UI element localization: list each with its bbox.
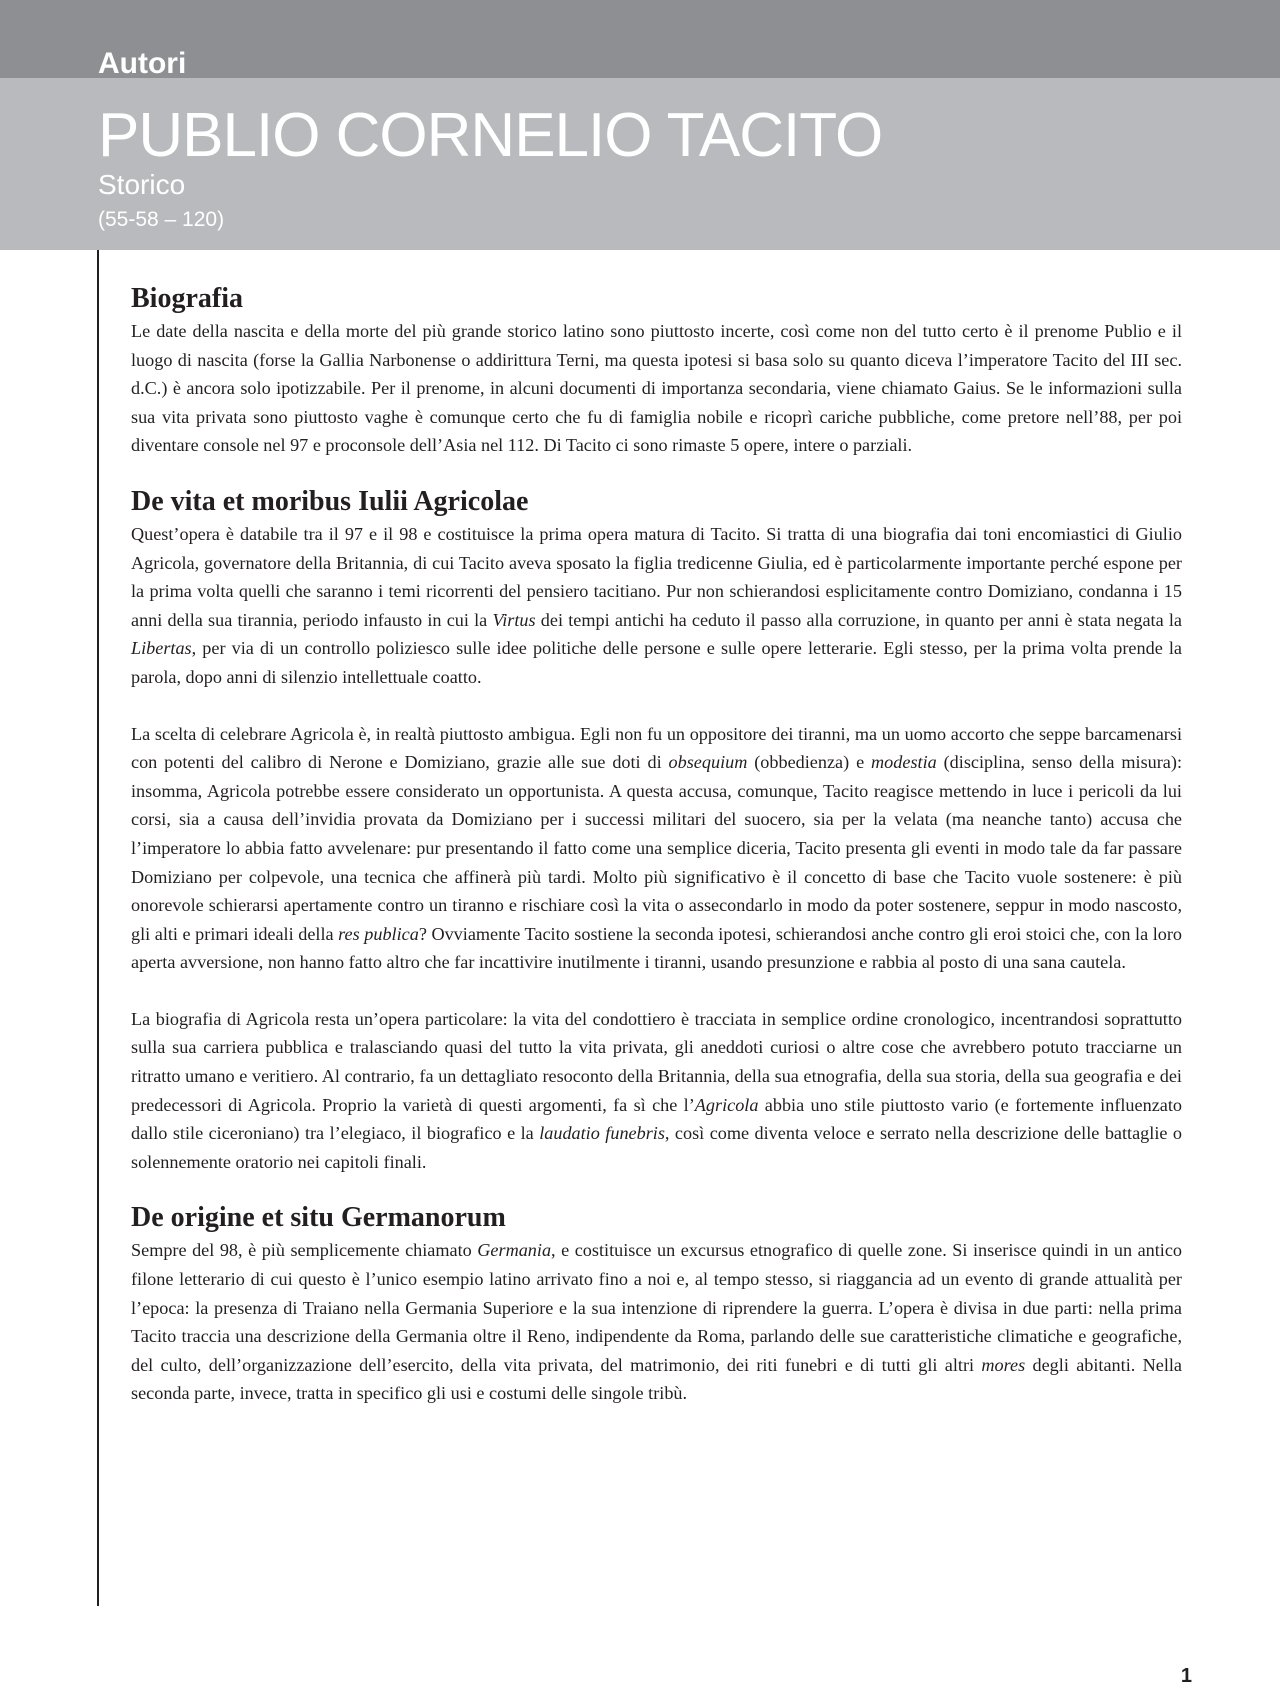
italic-term: res publica [338,923,419,944]
author-dates: (55-58 – 120) [98,208,225,231]
paragraph [131,520,1182,692]
text-run: dei tempi antichi ha ceduto il passo alla corruzione, in quanto per anni è stata negata la [535,609,1183,630]
text-run: degli abitanti. Nella seconda parte, invece, tratta in specifico gli usi e costumi delle singole tribù. [131,1354,1183,1404]
section-heading: De vita et moribus Iulii Agricolae [131,485,529,517]
paragraph [131,317,1182,460]
section-germania [131,1200,1182,1408]
text-run: Quest’opera è databile tra il 97 e il 98 e costituisce la prima opera matura di Tacito. Si tratta di una biografia dai toni encomiastici di Giulio Agricola, governatore della Britannia, di cui Tacito aveva sposato la figlia tredicenne Giulia, ed è particolarmente importante perché espone per la prima volta quelli che saranno i temi ricorrenti del pensiero tacitiano. Pur non schierandosi esplicitamente contro Domiziano, condanna i 15 anni della sua tirannia, periodo infausto in cui la [131,523,1182,630]
italic-term: modestia [871,752,937,773]
text-run: ? Ovviamente Tacito sostiene la seconda ipotesi, schierandosi anche contro gli eroi stoici che, con la loro aperta avversione, non hanno fatto altro che far incattivire inutilmente i tiranni, usando presunzione e rabbia al posto di una sana cautela. [131,923,1183,973]
italic-term: Agricola [694,1094,759,1115]
paragraph [131,1236,1182,1408]
left-margin-rule [97,250,99,1606]
paragraph [131,1005,1182,1177]
section-label: Autori [98,47,187,80]
text-run: La scelta di celebrare Agricola è, in realtà piuttosto ambigua. Egli non fu un oppositore dei tiranni, ma un uomo accorto che seppe barcamenarsi con potenti del calibro di Nerone e Domiziano, grazie alle sue doti di [131,723,1182,773]
text-run: (obbedienza) e [747,752,872,773]
author-role: Storico [98,169,186,200]
page-number: 1 [1180,1665,1192,1687]
text-run: , per via di un controllo poliziesco sulle idee politiche delle persone e sulle opere letterarie. Egli stesso, per la prima volta prende la parola, dopo anni di silenzio intellettuale coatto. [131,638,1182,687]
text-run: Sempre del 98, è più semplicemente chiamato [131,1240,478,1261]
text-run: , così come diventa veloce e serrato nella descrizione delle battaglie o solennemente oratorio nei capitoli finali. [131,1123,1183,1172]
author-name: PUBLIO CORNELIO TACITO [98,101,883,170]
italic-term: obsequium [668,752,748,773]
text-run: abbia uno stile piuttosto vario (e fortemente influenzato dallo stile ciceroniano) tra l’elegiaco, il biografico e la [131,1094,1182,1144]
paragraph [131,720,1182,977]
header-top-band [0,0,1280,78]
text-run: La biografia di Agricola resta un’opera particolare: la vita del condottiero è tracciata in semplice ordine cronologico, incentrandosi soprattutto sulla sua carriera pubblica e tralasciando quasi del tutto la vita privata, gli aneddoti curiosi o altre cose che avrebbero potuto tracciarne un ritratto umano e veritiero. Al contrario, fa un dettagliato resoconto della Britannia, della sua etnografia, della sua storia, della sua geografia e dei predecessori di Agricola. Proprio la varietà di questi argomenti, fa sì che l’ [131,1008,1182,1115]
section-heading: De origine et situ Germanorum [131,1202,506,1234]
article-body [131,281,1182,1408]
text-run: , e costituisce un excursus etnografico di quelle zone. Si inserisce quindi in un antico filone letterario di cui questo è l’unico esempio latino arrivato fino a noi e, al tempo stesso, si riaggancia ad un evento di grande attualità per l’epoca: la presenza di Traiano nella Germania Superiore e la sua intenzione di riprendere la guerra. L’opera è divisa in due parti: nella prima Tacito traccia una descrizione della Germania oltre il Reno, indipendente da Roma, parlando delle sue caratteristiche climatiche e geografiche, del culto, dell’organizzazione dell’esercito, della vita privata, del matrimonio, dei riti funebri e di tutti gli altri [131,1240,1183,1375]
section-agricola [131,484,1182,1176]
italic-term: Libertas [131,638,192,659]
section-heading: Biografia [131,283,243,314]
text-run: Le date della nascita e della morte del più grande storico latino sono piuttosto incerte, così come non del tutto certo è il prenome Publio e il luogo di nascita (forse la Gallia Narbonense o addirittura Terni, ma questa ipotesi si basa solo su quanto diceva l’imperatore Tacito del III sec. d.C.) è ancora solo ipotizzabile. Per il prenome, in alcuni documenti di importanza secondaria, viene chiamato Gaius. Se le informazioni sulla sua vita privata sono piuttosto vaghe è comunque certo che fu di famiglia nobile e ricoprì cariche pubbliche, come pretore nell’88, per poi diventare console nel 97 e proconsole dell’Asia nel 112. Di Tacito ci sono rimaste 5 opere, intere o parziali. [131,321,1182,456]
italic-term: Virtus [492,609,536,630]
italic-term: laudatio funebris [539,1123,665,1144]
text-run: (disciplina, senso della misura): insomma, Agricola potrebbe essere considerato un opportunista. A questa accusa, comunque, Tacito reagisce mettendo in luce i pericoli da lui corsi, sia a causa dell’invidia provata da Domiziano per i successi militari del suocero, sia per la velata (ma neanche tanto) accusa che l’imperatore lo abbia fatto avvelenare: pur presentando il fatto come una semplice diceria, Tacito presenta gli eventi in modo tale da far passare Domiziano per colpevole, una tecnica che affinerà più tardi. Molto più significativo è il concetto di base che Tacito vuole sostenere: è più onorevole schierarsi apertamente contro un tiranno e rischiare così la vita o assecondarlo in modo da poter sostenere, seppur in modo nascosto, gli alti e primari ideali della [131,752,1182,944]
italic-term: mores [981,1354,1026,1375]
section-biografia [131,281,1182,460]
italic-term: Germania [477,1240,552,1261]
